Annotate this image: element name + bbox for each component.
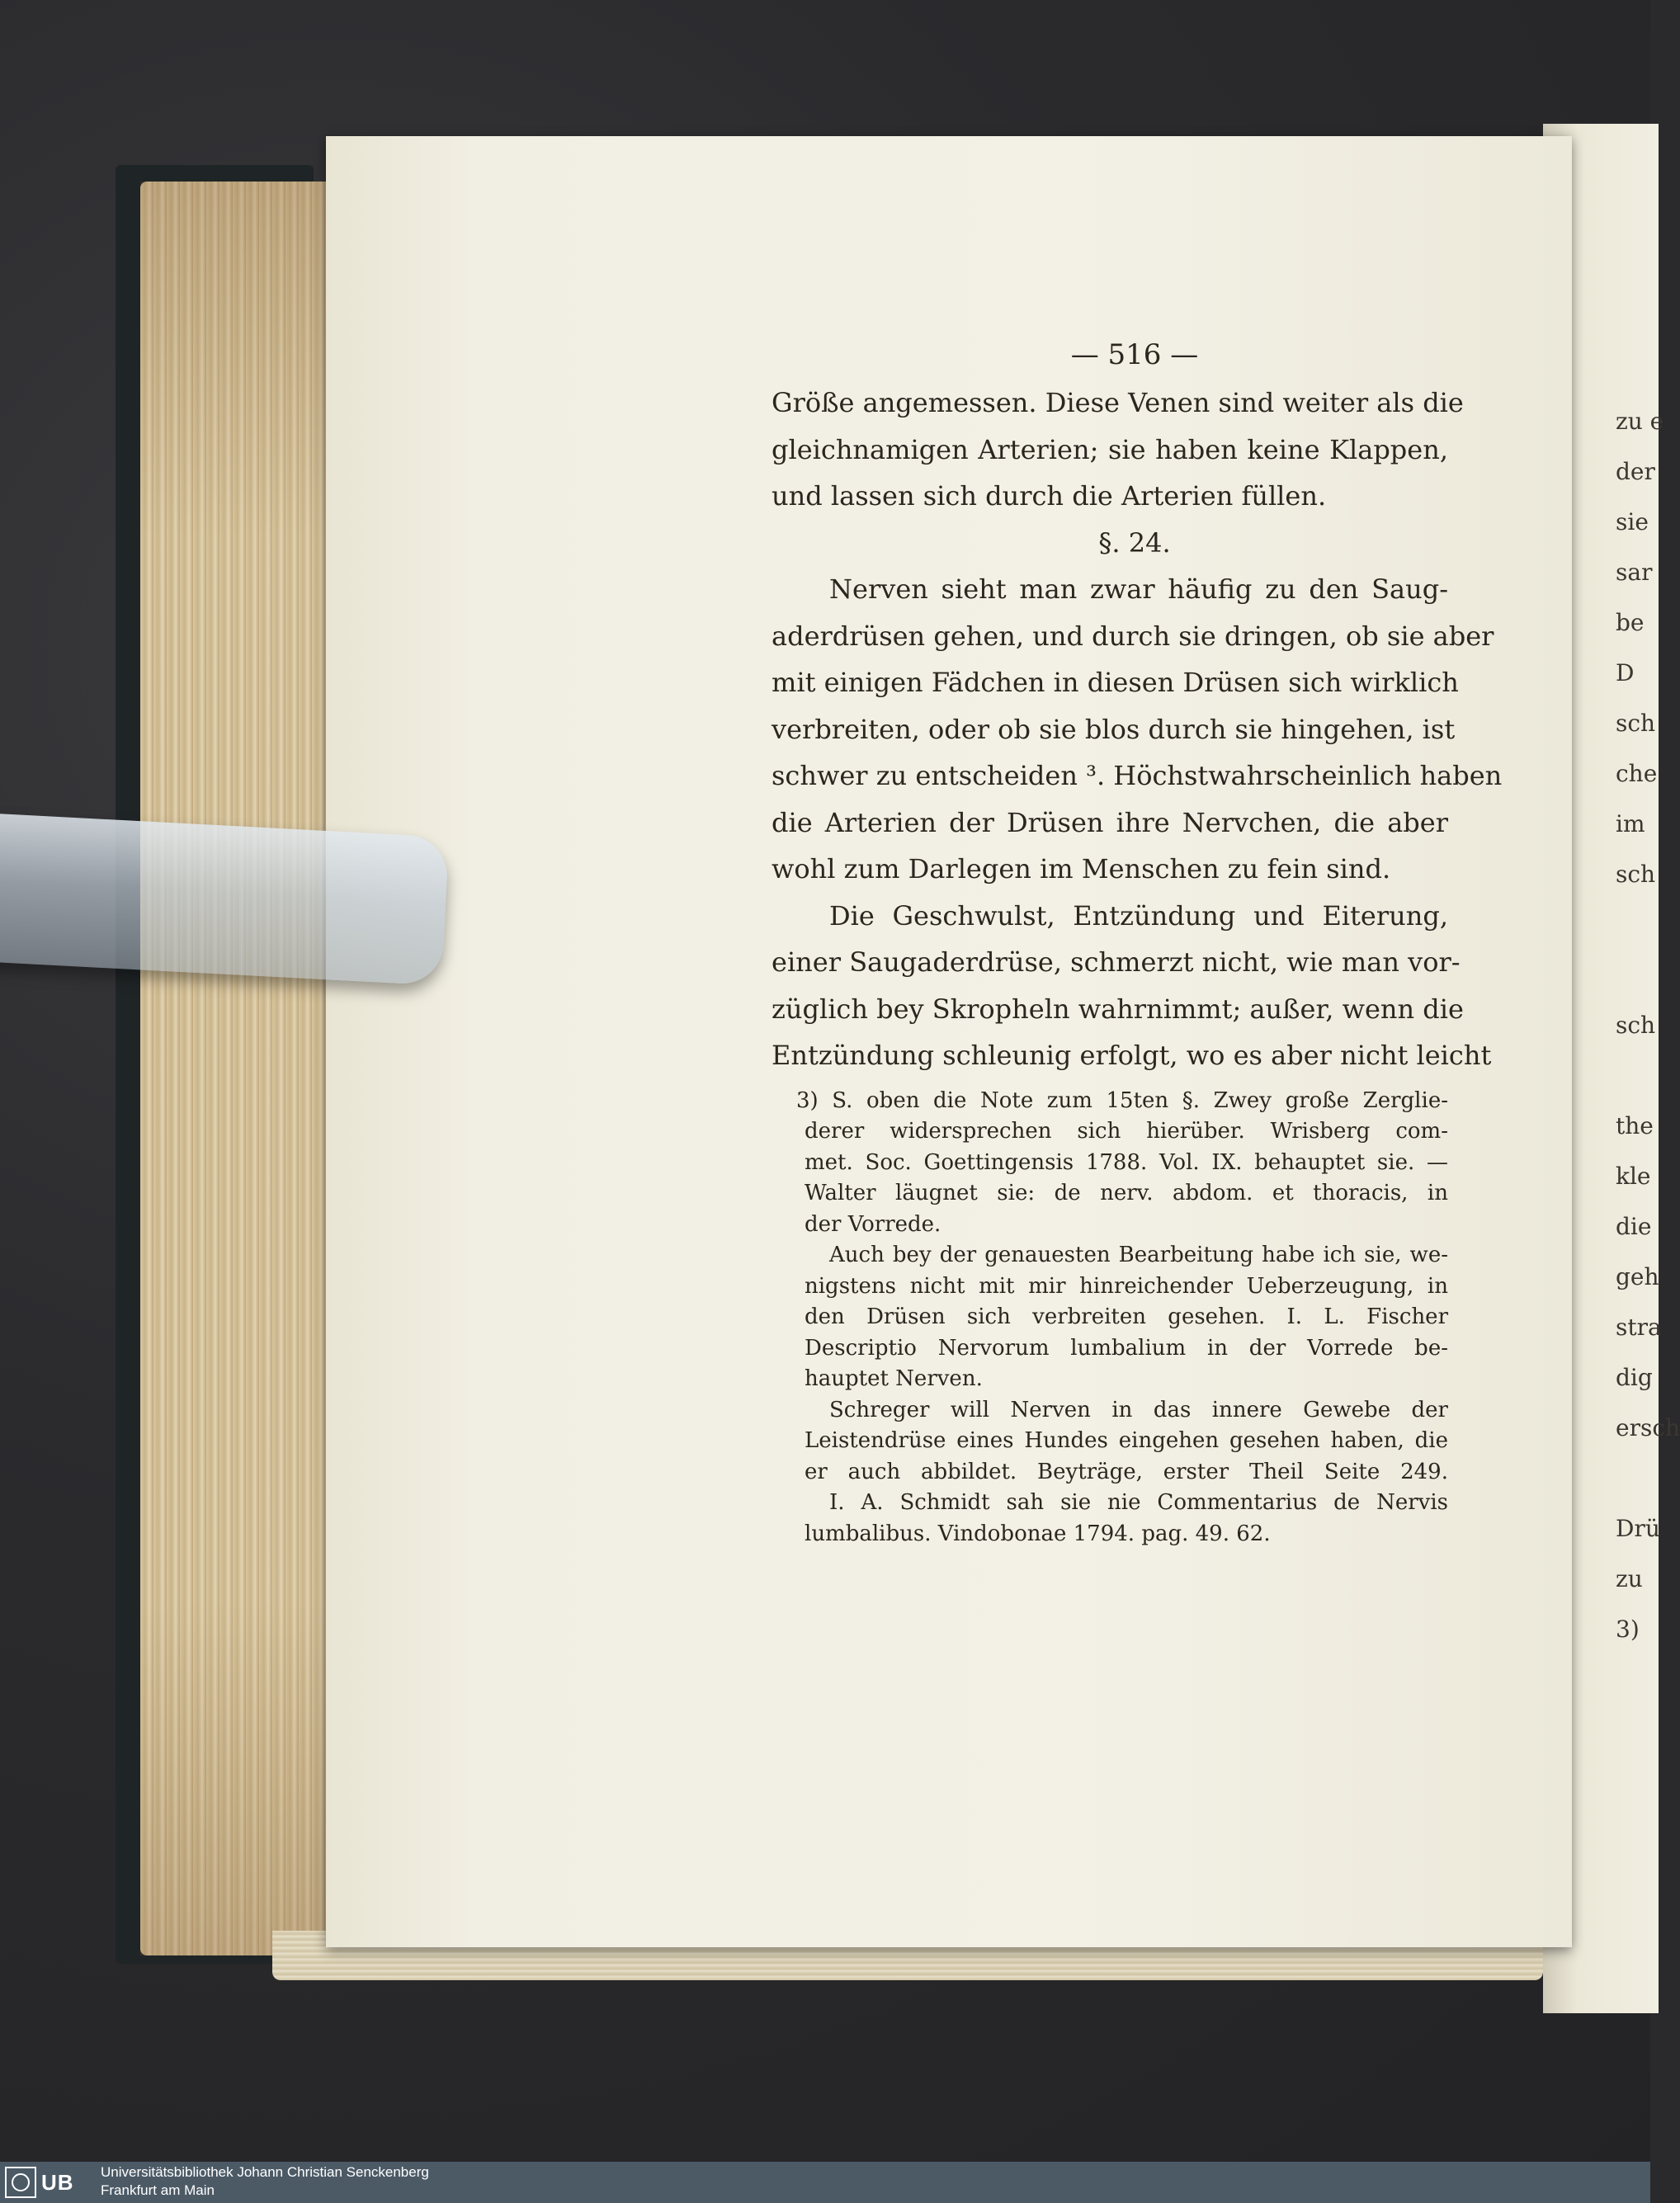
transparent-ruler [0,813,449,985]
footnote-line: Schreger will Nerven in das innere Gewebe der [829,1397,1448,1422]
ub-logo-text: UB [41,2169,74,2195]
next-page-fragment: ersch [1616,1414,1680,1441]
text-line: die Arterien der Drüsen ihre Nervchen, die aber [772,806,1448,838]
text-line: aderdrüsen gehen, und durch sie dringen, ob sie aber [772,620,1494,652]
text-line: Nerven sieht man zwar häufig zu den Saug- [829,573,1448,605]
text-line: gleichnamigen Arterien; sie haben keine Klappen, [772,433,1448,465]
next-page-fragment [1616,1050,1650,1101]
footnote-line: derer widersprechen sich hierüber. Wrisberg com- [805,1119,1448,1144]
next-page-fragment [1616,899,1650,950]
footnote-line: Leistendrüse eines Hundes eingehen gesehen haben, die [805,1428,1448,1453]
next-page-fragment: stra [1616,1314,1662,1341]
next-page-fragment: der [1616,458,1655,485]
text-line: verbreiten, oder ob sie blos durch sie hingehen, ist [772,713,1456,745]
footnote-line: I. A. Schmidt sah sie nie Commentarius de Nervis [829,1490,1448,1515]
next-page-text [1616,396,1680,1654]
footnotes [772,1086,1448,1550]
page-stack-edge [140,182,338,1955]
page-text-block [772,330,1503,1550]
text-line: Die Geschwulst, Entzündung und Eiterung, [829,899,1448,932]
library-footer-bar [0,2162,1650,2203]
ub-logo [5,2167,87,2198]
ub-logo-icon [5,2167,36,2198]
next-page-fragment: sch [1616,861,1656,888]
next-page-fragment [1616,1453,1650,1503]
footnote-line: der Vorrede. [805,1211,941,1237]
footnote-line: Walter läugnet sie: de nerv. abdom. et thoracis, in [805,1181,1448,1205]
next-page-fragment: sch [1616,1012,1656,1039]
next-page-fragment: be [1616,609,1645,636]
text-line: einer Saugaderdrüse, schmerzt nicht, wie man vor- [772,946,1461,978]
text-line: mit einigen Fädchen in diesen Drüsen sich wirklich [772,667,1459,698]
text-line: und lassen sich durch die Arterien füllen. [772,480,1327,512]
text-line: schwer zu entscheiden ³. Höchstwahrscheinlich haben [772,760,1503,791]
next-page-fragment: zu [1616,1565,1643,1592]
footnote-line: Descriptio Nervorum lumbalium in der Vorrede be- [805,1335,1448,1361]
next-page-fragment: geh [1616,1263,1659,1290]
page-number: — 516 — [1070,338,1199,371]
footnote-line: 3) S. oben die Note zum 15ten §. Zwey große Zerglie- [796,1087,1448,1113]
footnote-line: nigstens nicht mit mir hinreichender Ueberzeugung, in [805,1273,1448,1299]
next-page-fragment: zu e [1616,408,1664,435]
next-page-fragment [1616,950,1650,1000]
footnote-line: met. Soc. Goettingensis 1788. Vol. IX. behauptet sie. — [805,1149,1448,1175]
next-page-fragment: the [1616,1112,1654,1139]
footnote-line: hauptet Nerven. [805,1366,983,1391]
text-line: züglich bey Skropheln wahrnimmt; außer, wenn die [772,993,1464,1025]
footnote-line: Auch bey der genauesten Bearbeitung habe ich sie, we- [829,1243,1448,1267]
next-page-fragment: Drü [1616,1515,1660,1542]
next-page-fragment: D [1616,659,1635,686]
library-city: Frankfurt am Main [101,2182,215,2198]
next-page-fragment: sar [1616,559,1653,586]
section-heading: §. 24. [1098,526,1171,559]
next-page-fragment: sie [1616,508,1649,535]
next-page-fragment: 3) [1616,1616,1640,1643]
next-page-fragment: kle [1616,1163,1651,1190]
next-page-fragment: dig [1616,1364,1653,1391]
next-page-fragment: sch [1616,710,1656,737]
text-line: wohl zum Darlegen im Menschen zu fein sind. [772,853,1391,885]
footnote-line: lumbalibus. Vindobonae 1794. pag. 49. 62. [805,1521,1271,1546]
next-page-fragment: che [1616,760,1658,787]
text-line: Größe angemessen. Diese Venen sind weiter als die [772,387,1464,418]
next-page-fragment: im [1616,810,1645,837]
footnote-line: den Drüsen sich verbreiten gesehen. I. L. Fischer [805,1304,1448,1329]
footnote-line: er auch abbildet. Beyträge, erster Theil Seite 249. [805,1459,1448,1484]
library-name: Universitätsbibliothek Johann Christian Senckenberg [101,2164,429,2180]
text-line: Entzündung schleunig erfolgt, wo es aber nicht leicht [772,1040,1492,1071]
next-page-fragment: die [1616,1213,1652,1240]
